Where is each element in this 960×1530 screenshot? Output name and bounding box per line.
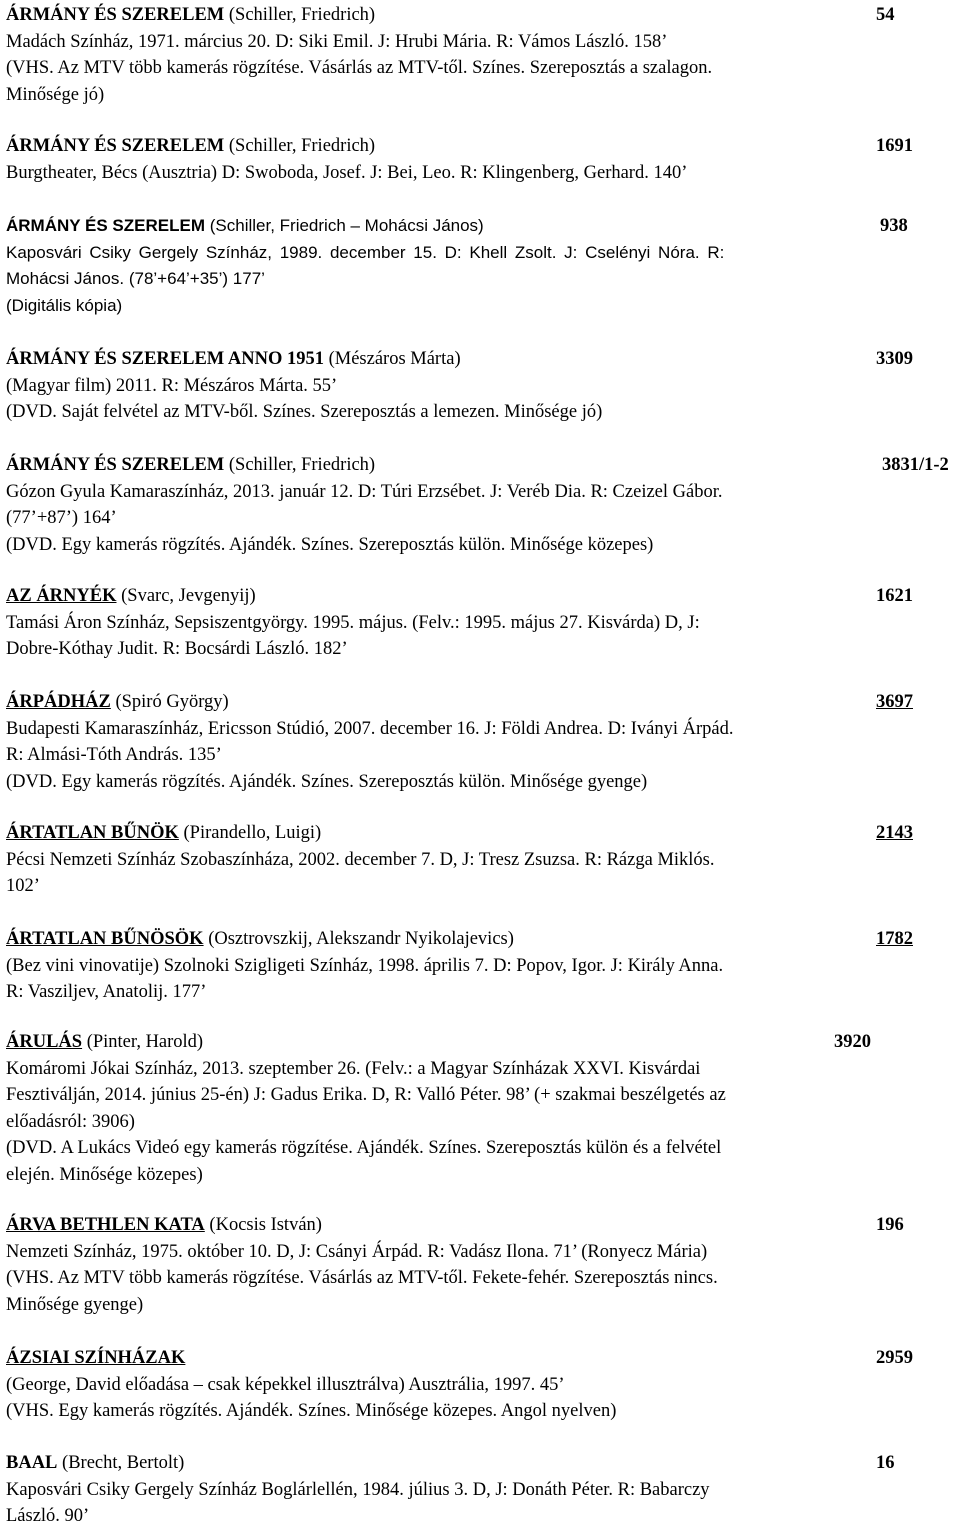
entry-heading: [6, 1029, 924, 1056]
entry-detail-line: (VHS. Az MTV több kamerás rögzítése. Vásárlás az MTV-től. Fekete-fehér. Szereposztás nincs.: [6, 1268, 718, 1288]
entry-number: 2959: [876, 1348, 913, 1368]
catalog-entry: [6, 1450, 924, 1530]
catalog-entry: [6, 1029, 924, 1188]
entry-detail-line: (DVD. Egy kamerás rögzítés. Ajándék. Színes. Szereposztás külön. Minősége gyenge): [6, 771, 648, 792]
entry-number: 1782: [876, 929, 913, 949]
entry-heading: [6, 213, 924, 240]
entry-detail-line: Dobre-Kóthay Judit. R: Bocsárdi László. 182’: [6, 639, 348, 659]
entry-heading: [6, 1212, 924, 1239]
entry-detail-line: (George, David előadása – csak képekkel illusztrálva) Ausztrália, 1997. 45’: [6, 1374, 565, 1395]
entry-title: ÁZSIAI SZÍNHÁZAK: [6, 1348, 186, 1368]
entry-heading: [6, 452, 949, 479]
entry-heading: [6, 2, 924, 29]
catalog-entry: [6, 1345, 924, 1425]
entry-detail-line: 102’: [6, 876, 40, 896]
entry-detail-line: R: Almási-Tóth András. 135’: [6, 745, 222, 765]
entry-number: 3309: [876, 349, 913, 369]
entry-detail-line: R: Vasziljev, Anatolij. 177’: [6, 982, 207, 1002]
entry-heading: [6, 133, 924, 160]
catalog-entry: [6, 1212, 924, 1318]
entry-detail-line: elején. Minősége közepes): [6, 1164, 203, 1185]
entry-heading: [6, 1345, 924, 1372]
entry-detail-line: Budapesti Kamaraszínház, Ericsson Stúdió, 2007. december 16. J: Földi Andrea. D: Iványi Árpád.: [6, 718, 734, 739]
entry-title: ÁRTATLAN BŰNÖSÖK: [6, 929, 204, 949]
entry-detail-line: Kaposvári Csiky Gergely Színház, 1989. december 15. D: Khell Zsolt. J: Cselényi Nóra. R:: [6, 242, 725, 262]
catalog-entry: [6, 2, 924, 108]
entry-detail-line: (77’+87’) 164’: [6, 508, 117, 528]
catalog-entry: [6, 452, 949, 558]
entry-heading: [6, 1450, 924, 1477]
entry-author: (Pinter, Harold): [86, 1032, 204, 1052]
entry-number: 16: [876, 1453, 895, 1473]
entry-detail-line: (DVD. Saját felvétel az MTV-ből. Színes. Szereposztás a lemezen. Minősége jó): [6, 402, 603, 422]
entry-detail-line: Minősége jó): [6, 84, 105, 105]
entry-detail-line: László. 90’: [6, 1506, 90, 1526]
catalog-entry: [6, 820, 924, 900]
entry-author: (Brecht, Bertolt): [62, 1453, 185, 1473]
entry-number: 3697: [876, 692, 913, 712]
entry-author: (Schiller, Friedrich): [228, 136, 376, 156]
catalog-entry: [6, 583, 924, 663]
entry-number: 1621: [876, 586, 913, 606]
entry-detail-line: (DVD. A Lukács Videó egy kamerás rögzítése. Ajándék. Színes. Szereposztás külön és a felvétel: [6, 1138, 722, 1158]
entry-detail-line: (VHS. Az MTV több kamerás rögzítése. Vásárlás az MTV-től. Színes. Szereposztás a szalagon.: [6, 58, 713, 78]
entry-heading: [6, 346, 924, 373]
entry-title: ÁRMÁNY ÉS SZERELEM: [6, 216, 205, 235]
entry-author: (Svarc, Jevgenyij): [121, 586, 256, 606]
entry-heading: [6, 926, 924, 953]
entry-heading: [6, 689, 924, 716]
entry-detail-line: Minősége gyenge): [6, 1294, 144, 1315]
entry-detail-line: előadásról: 3906): [6, 1111, 135, 1132]
catalog-entry: [6, 213, 924, 319]
entry-detail-line: Mohácsi János. (78’+64’+35’) 177’: [6, 269, 265, 288]
entry-author: (Schiller, Friedrich): [228, 455, 376, 475]
entry-detail-line: Kaposvári Csiky Gergely Színház Boglárlellén, 1984. július 3. D, J: Donáth Péter. R: Babarczy: [6, 1479, 710, 1500]
entry-heading: [6, 820, 924, 847]
entry-heading: [6, 583, 924, 610]
entry-title: AZ ÁRNYÉK: [6, 586, 117, 606]
entry-author: (Pirandello, Luigi): [183, 823, 322, 843]
entry-author: (Spiró György): [115, 692, 229, 712]
entry-number: 1691: [876, 136, 913, 156]
entry-number: 3920: [834, 1032, 871, 1052]
entry-title: ÁRULÁS: [6, 1032, 83, 1052]
entry-author: (Osztrovszkij, Alekszandr Nyikolajevics): [208, 929, 514, 949]
entry-number: 938: [880, 216, 908, 236]
entry-title: ÁRPÁDHÁZ: [6, 692, 111, 712]
entry-detail-line: Komáromi Jókai Színház, 2013. szeptember 26. (Felv.: a Magyar Színházak XXVI. Kisvárdai: [6, 1058, 701, 1079]
entry-detail-line: (VHS. Egy kamerás rögzítés. Ajándék. Színes. Minősége közepes. Angol nyelven): [6, 1401, 617, 1421]
entry-detail-line: Tamási Áron Színház, Sepsiszentgyörgy. 1995. május. (Felv.: 1995. május 27. Kisvárda) D, J:: [6, 612, 700, 633]
catalog-entry: [6, 689, 924, 795]
entry-author: (Schiller, Friedrich – Mohácsi János): [209, 216, 484, 235]
entry-detail-line: Pécsi Nemzeti Színház Szobaszínháza, 2002. december 7. D, J: Tresz Zsuzsa. R: Rázga Miklós.: [6, 849, 715, 870]
entry-number: 54: [876, 5, 895, 25]
entry-detail-line: (DVD. Egy kamerás rögzítés. Ajándék. Színes. Szereposztás külön. Minősége közepes): [6, 534, 654, 555]
entry-title: ÁRMÁNY ÉS SZERELEM: [6, 5, 225, 25]
catalog-entry: [6, 133, 924, 186]
entry-title: ÁRMÁNY ÉS SZERELEM ANNO 1951: [6, 349, 324, 369]
entry-detail-line: Madách Színház, 1971. március 20. D: Siki Emil. J: Hrubi Mária. R: Vámos László. 158’: [6, 31, 668, 52]
entry-detail-line: Gózon Gyula Kamaraszínház, 2013. január 12. D: Túri Erzsébet. J: Veréb Dia. R: Czeizel Gábor.: [6, 481, 723, 502]
entry-author: (Mészáros Márta): [328, 349, 461, 369]
entry-title: ÁRMÁNY ÉS SZERELEM: [6, 136, 225, 156]
entry-number: 3831/1-2: [882, 455, 949, 475]
entry-detail-line: Fesztiválján, 2014. június 25-én) J: Gadus Erika. D, R: Valló Péter. 98’ (+ szakmai beszélgetés az: [6, 1085, 726, 1105]
entry-title: ÁRMÁNY ÉS SZERELEM: [6, 455, 225, 475]
entry-title: BAAL: [6, 1453, 58, 1473]
entry-number: 196: [876, 1215, 904, 1235]
entry-author: (Schiller, Friedrich): [228, 5, 376, 25]
entry-detail-line: (Digitális kópia): [6, 295, 123, 315]
entry-title: ÁRVA BETHLEN KATA: [6, 1215, 205, 1235]
entry-number: 2143: [876, 823, 913, 843]
catalog-entry: [6, 926, 924, 1006]
entry-detail-line: (Bez vini vinovatije) Szolnoki Szigligeti Színház, 1998. április 7. D: Popov, Igor. J: Király Anna.: [6, 955, 724, 976]
entry-title: ÁRTATLAN BŰNÖK: [6, 823, 179, 843]
entry-author: (Kocsis István): [209, 1215, 322, 1235]
entry-detail-line: Nemzeti Színház, 1975. október 10. D, J: Csányi Árpád. R: Vadász Ilona. 71’ (Ronyecz Mária): [6, 1241, 708, 1262]
catalog-entry: [6, 346, 924, 426]
entry-detail-line: (Magyar film) 2011. R: Mészáros Márta. 55’: [6, 375, 338, 396]
entry-detail-line: Burgtheater, Bécs (Ausztria) D: Swoboda, Josef. J: Bei, Leo. R: Klingenberg, Gerhard. 140’: [6, 162, 688, 183]
